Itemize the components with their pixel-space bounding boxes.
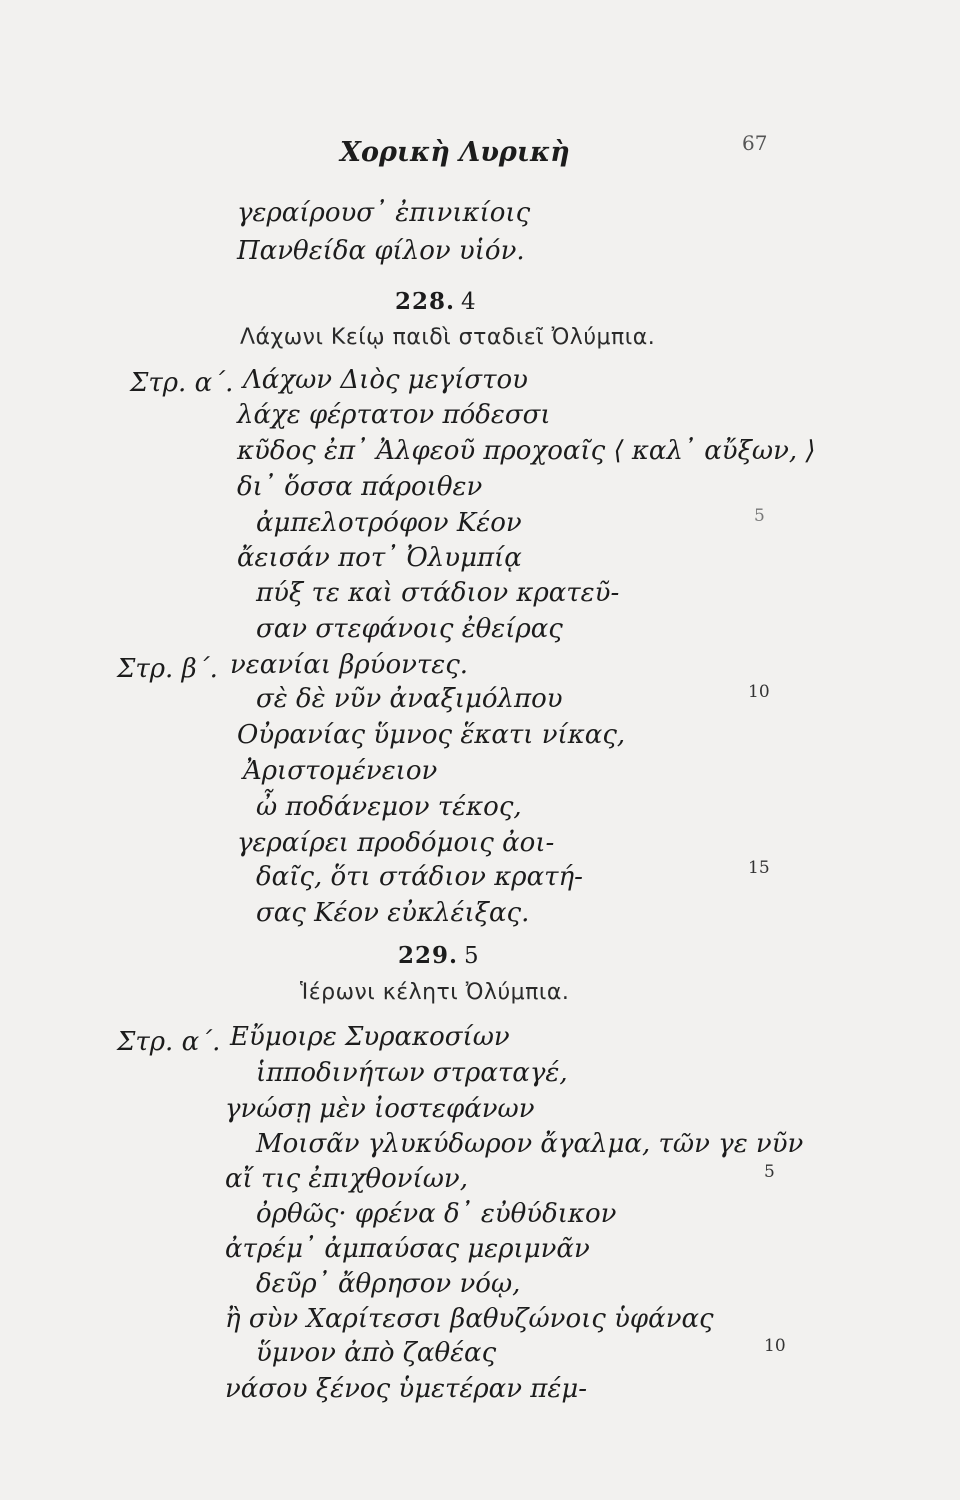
poem-subnumber: 4 [461,289,477,315]
verse-line: γνώσῃ μὲν ἰοστεφάνων [225,1094,535,1124]
verse-line: ἀμπελοτρόφον Κέον [256,508,522,538]
line-number: 5 [754,506,765,526]
verse-line: δεῦρ᾽ ἄθρησον νόῳ, [256,1269,521,1299]
poem-number-229 [398,942,480,969]
poem-title-228: Λάχωνι Κείῳ παιδὶ σταδιεῖ Ὀλύμπια. [240,325,656,350]
verse-line: νάσου ξένος ὑμετέραν πέμ- [225,1374,588,1404]
verse-line: νεανίαι βρύοντες. [230,650,469,680]
strophe-marker: Στρ. β΄. [117,654,218,684]
page-number: 67 [742,131,768,155]
verse-line: σαν στεφάνοις ἐθείρας [256,614,563,644]
verse-line: σὲ δὲ νῦν ἀναξιμόλπου [256,684,563,714]
line-number: 10 [748,682,770,702]
verse-line: ὦ ποδάνεμον τέκος, [256,792,522,822]
verse-line: ὕμνον ἀπὸ ζαθέας [256,1338,497,1368]
poem-number: 228. [395,288,456,315]
running-header-title: Χορικὴ Λυρικὴ [340,137,570,168]
line-number: 15 [748,858,770,878]
verse-line: αἴ τις ἐπιχθονίων, [225,1164,468,1194]
verse-line: Οὐρανίας ὕμνος ἕκατι νίκας, [237,720,626,750]
verse-line: σας Κέον εὐκλέιξας. [256,898,530,928]
verse-line: λάχε φέρτατον πόδεσσι [237,400,551,430]
verse-line: γεραίρουσ᾽ ἐπινικίοις [237,198,531,228]
verse-line: Μοισᾶν γλυκύδωρον ἄγαλμα, τῶν γε νῦν [256,1129,804,1159]
verse-line: γεραίρει προδόμοις ἀοι- [237,828,555,858]
line-number: 5 [764,1162,775,1182]
strophe-marker: Στρ. α΄. [117,1027,221,1057]
verse-line: ἱπποδινήτων στραταγέ, [256,1058,568,1088]
verse-line: πύξ τε καὶ στάδιον κρατεῦ- [256,578,620,608]
poem-title-229: Ἱέρωνι κέλητι Ὀλύμπια. [300,980,570,1005]
poem-subnumber: 5 [464,943,480,969]
verse-line: Λάχων Διὸς μεγίστου [243,365,528,395]
verse-line: Εὔμοιρε Συρακοσίων [230,1022,510,1052]
poem-number-228 [395,288,477,315]
line-number: 10 [764,1336,786,1356]
strophe-marker: Στρ. α΄. [130,368,234,398]
poem-number: 229. [398,942,459,969]
verse-line: ἀτρέμ᾽ ἀμπαύσας μεριμνᾶν [225,1234,590,1264]
verse-line: ὀρθῶς· φρένα δ᾽ εὐθύδικον [256,1199,617,1229]
verse-line: δι᾽ ὅσσα πάροιθεν [237,472,483,502]
verse-line: κῦδος ἐπ᾽ Ἀλφεοῦ προχοαῖς ⟨ καλ᾽ αὔξων, ⟩ [237,436,816,466]
verse-line: ἄεισάν ποτ᾽ Ὀλυμπίᾳ [237,543,522,573]
verse-line: δαῖς, ὅτι στάδιον κρατή- [256,862,583,892]
verse-line: Ἀριστομένειον [243,756,438,786]
verse-line: ἢ σὺν Χαρίτεσσι βαθυζώνοις ὑφάνας [225,1304,714,1334]
verse-line: Πανθείδα φίλον υἱόν. [237,236,525,266]
